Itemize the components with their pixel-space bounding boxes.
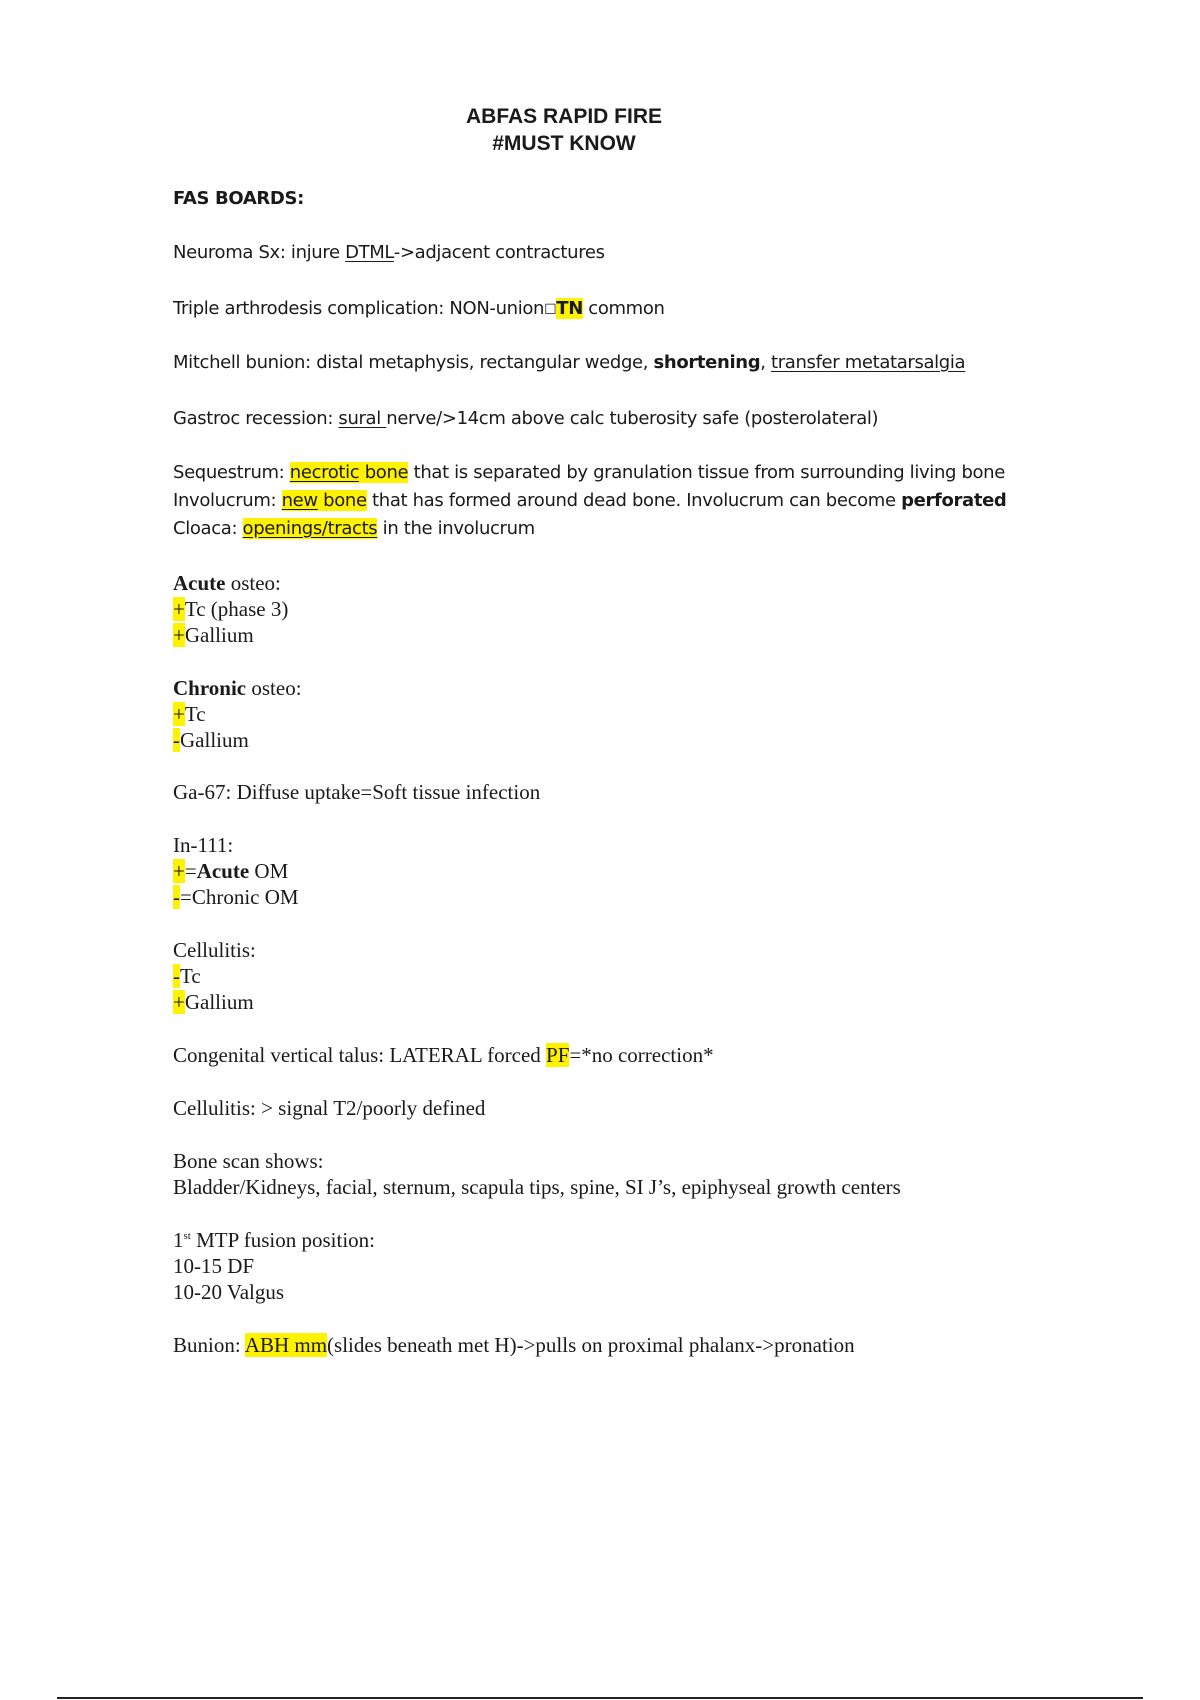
sign-highlighted: -: [173, 964, 180, 988]
sign-highlighted: +: [173, 597, 185, 621]
sign-highlighted: +: [173, 623, 185, 647]
note-involucrum: [173, 490, 1006, 511]
note-cellulitis-tc: [173, 964, 201, 989]
text-run-highlighted: openings/tracts: [242, 518, 378, 539]
note-cellulitis-heading: Cellulitis:: [173, 938, 256, 962]
text-run-highlighted: bone: [317, 490, 367, 511]
document-title: ABFAS RAPID FIRE: [465, 105, 662, 128]
text-run-underlined: sural: [338, 408, 387, 429]
note-chronic-osteo-heading: [173, 676, 302, 701]
note-acute-osteo-heading: [173, 571, 281, 596]
note-cloaca: [173, 518, 535, 539]
text-run: common: [582, 298, 665, 319]
text-run: ->adjacent contractures: [393, 242, 605, 263]
note-acute-osteo-tc: [173, 597, 288, 622]
text-run-underlined: transfer metatarsalgia: [771, 352, 966, 373]
section-heading: FAS BOARDS:: [173, 188, 304, 209]
text-run-highlighted: ABH mm: [244, 1333, 328, 1357]
text-run: =*no correction*: [569, 1043, 714, 1067]
note-in111-chronic: [173, 885, 299, 910]
note-mtp-fusion-heading: [173, 1228, 375, 1253]
text-run-highlighted: new: [281, 490, 318, 511]
note-gastroc-recession: [173, 408, 878, 429]
text-run: Bunion:: [173, 1333, 245, 1357]
text-run-bold: Acute: [173, 571, 226, 595]
text-run: Gallium: [184, 990, 254, 1014]
note-bone-scan-heading: Bone scan shows:: [173, 1149, 324, 1173]
text-run: Tc (phase 3): [184, 597, 289, 621]
text-run: (slides beneath met H)->pulls on proximal phalanx->pronation: [327, 1333, 855, 1357]
text-run: Tc: [184, 702, 206, 726]
text-run: Gallium: [180, 728, 249, 752]
note-congenital-vertical-talus: [173, 1043, 714, 1068]
text-run-bold: perforated: [901, 490, 1007, 511]
note-acute-osteo-gallium: [173, 623, 254, 648]
text-run: MTP fusion position:: [190, 1228, 376, 1252]
text-run: =Chronic OM: [180, 885, 299, 909]
sign-highlighted: +: [173, 990, 185, 1014]
text-run: Triple arthrodesis complication: NON-union: [173, 298, 545, 319]
page-bottom-rule: [57, 1697, 1143, 1699]
text-run-highlighted: PF: [546, 1043, 570, 1067]
note-neuroma: [173, 242, 605, 263]
text-run-bold: shortening: [653, 352, 761, 373]
note-sequestrum: [173, 462, 1005, 483]
note-mitchell-bunion: [173, 352, 965, 373]
text-run: Neuroma Sx: injure: [173, 242, 346, 263]
text-run: Congenital vertical talus: LATERAL forced: [173, 1043, 547, 1067]
note-mtp-fusion-valgus: 10-20 Valgus: [173, 1280, 285, 1304]
text-run-underlined: DTML: [345, 242, 394, 263]
note-triple-arthrodesis: [173, 298, 665, 319]
sign-highlighted: -: [173, 885, 180, 909]
text-run: in the involucrum: [377, 518, 535, 539]
missing-glyph-icon: ☐: [544, 302, 557, 318]
sign-highlighted: +: [173, 702, 185, 726]
note-bone-scan-body: Bladder/Kidneys, facial, sternum, scapula tips, spine, SI J’s, epiphyseal growth centers: [173, 1175, 901, 1199]
text-run-bold: Acute: [196, 859, 250, 883]
text-run: osteo:: [225, 571, 281, 595]
document-subtitle: #MUST KNOW: [492, 132, 636, 155]
sign-highlighted: +: [173, 859, 185, 883]
note-cellulitis-gallium: [173, 990, 254, 1015]
text-run-bold: Chronic: [173, 676, 247, 700]
note-chronic-osteo-gallium: [173, 728, 249, 753]
text-run: that has formed around dead bone. Involucrum can become: [366, 490, 902, 511]
text-run-highlighted: TN: [556, 298, 583, 319]
note-cellulitis-mri: Cellulitis: > signal T2/poorly defined: [173, 1096, 486, 1120]
note-ga67: Ga-67: Diffuse uptake=Soft tissue infection: [173, 780, 541, 804]
text-run: Cloaca:: [173, 518, 243, 539]
text-run: Involucrum:: [173, 490, 282, 511]
text-run-highlighted: bone: [359, 462, 409, 483]
text-run: Gastroc recession:: [173, 408, 339, 429]
text-run: osteo:: [246, 676, 302, 700]
note-in111-acute: [173, 859, 288, 884]
text-run-highlighted: necrotic: [289, 462, 360, 483]
text-run: Sequestrum:: [173, 462, 290, 483]
sign-highlighted: -: [173, 728, 180, 752]
text-run: =: [184, 859, 197, 883]
text-run: OM: [249, 859, 289, 883]
note-chronic-osteo-tc: [173, 702, 206, 727]
note-in111-heading: In-111:: [173, 833, 234, 857]
note-mtp-fusion-df: 10-15 DF: [173, 1254, 255, 1278]
note-bunion: [173, 1333, 855, 1358]
text-run: Gallium: [184, 623, 254, 647]
text-run: 1: [173, 1228, 184, 1252]
text-run: ,: [760, 352, 772, 373]
text-run: that is separated by granulation tissue from surrounding living bone: [408, 462, 1005, 483]
text-run: Tc: [180, 964, 201, 988]
text-run: Mitchell bunion: distal metaphysis, rectangular wedge,: [173, 352, 654, 373]
text-run: nerve/>14cm above calc tuberosity safe (posterolateral): [386, 408, 879, 429]
superscript: st: [183, 1230, 191, 1242]
